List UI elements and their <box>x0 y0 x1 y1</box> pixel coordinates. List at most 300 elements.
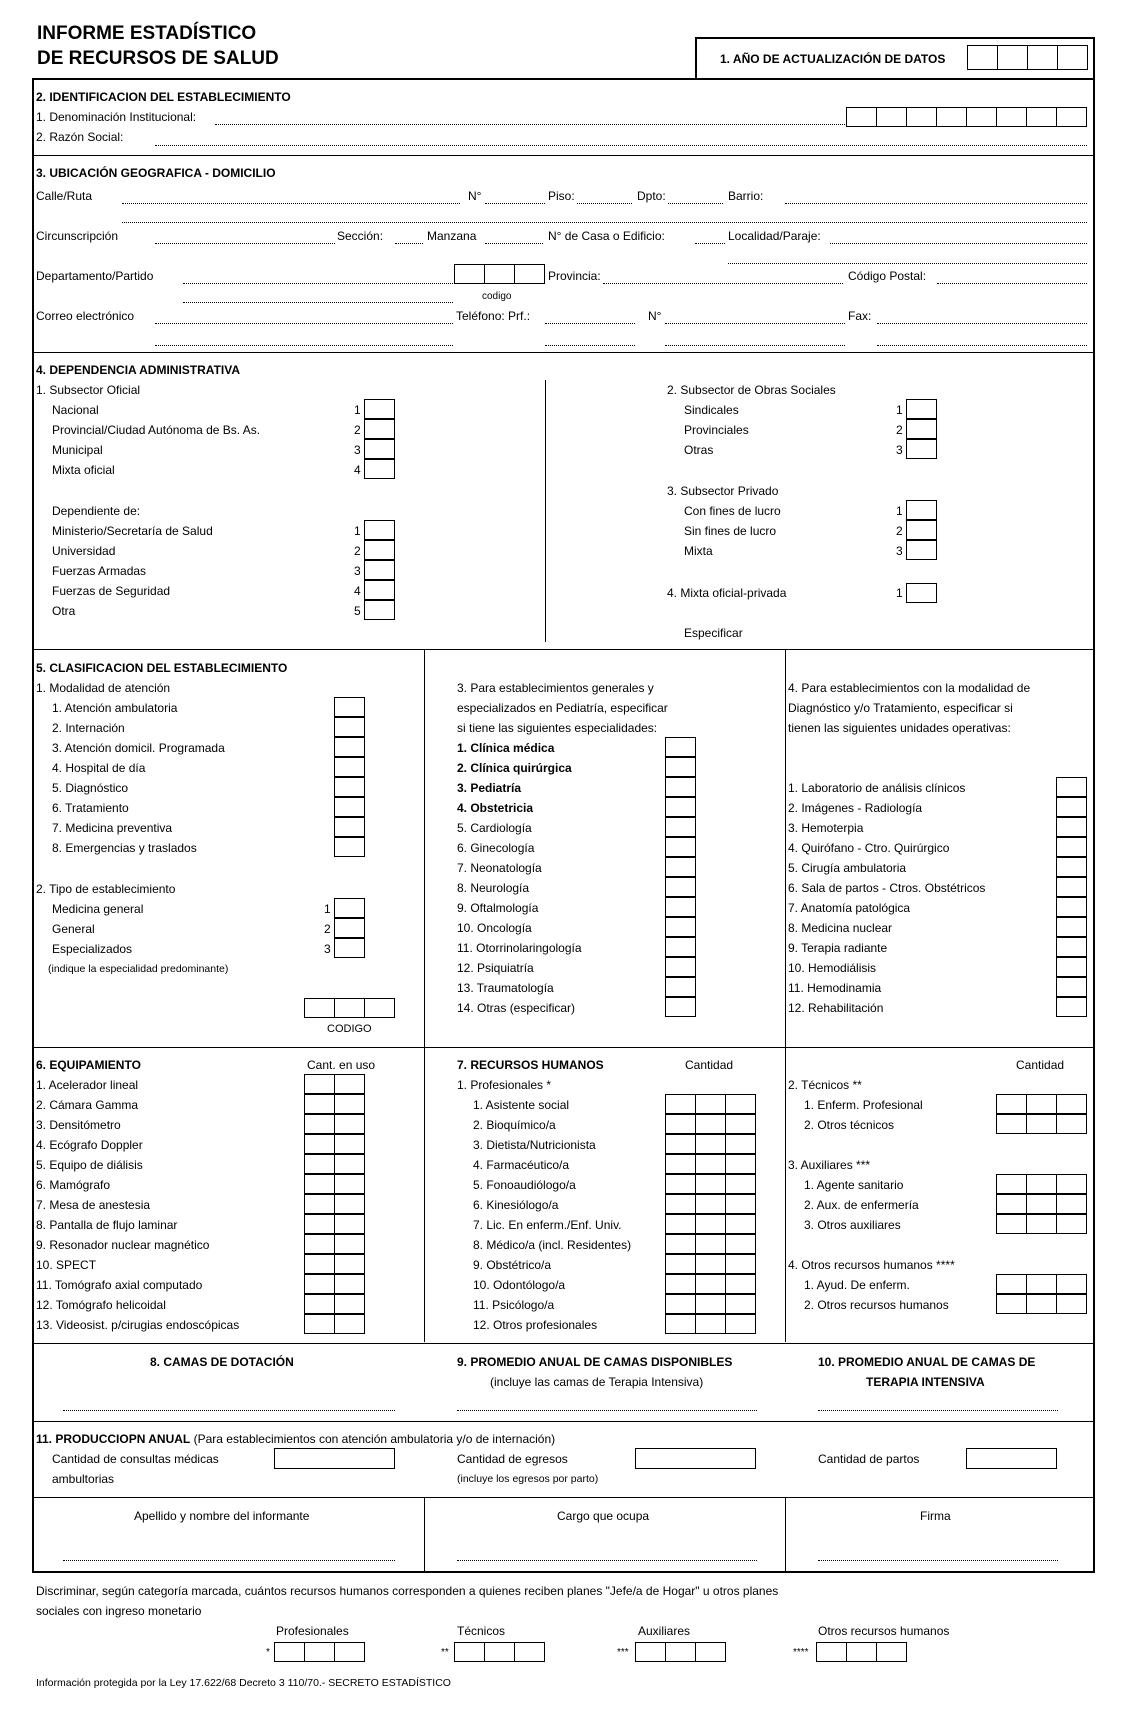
cp-field[interactable] <box>937 283 1087 284</box>
obras-item-num: 1 <box>896 403 903 417</box>
profesional-count-box[interactable] <box>665 1254 696 1274</box>
tel-num-field[interactable] <box>665 323 845 324</box>
equipamiento-count-box[interactable] <box>304 1214 335 1234</box>
denominacion-label: 1. Denominación Institucional: <box>36 110 197 124</box>
manzana-label: Manzana <box>427 229 477 243</box>
especialidad-item-label: 2. Clínica quirúrgica <box>457 761 572 775</box>
consultas-input[interactable] <box>274 1448 395 1469</box>
tecnico-item-label: 2. Otros técnicos <box>804 1118 895 1132</box>
unidad-checkbox[interactable] <box>1056 797 1087 817</box>
footer-category-count-box[interactable] <box>274 1642 305 1662</box>
tecnico-count-box[interactable] <box>1056 1114 1087 1134</box>
profesional-count-box[interactable] <box>725 1254 756 1274</box>
dependiente-item-label: Otra <box>52 604 76 618</box>
s7-title: 7. RECURSOS HUMANOS <box>457 1058 604 1072</box>
especialidad-item-label: 9. Oftalmología <box>457 901 539 915</box>
equipamiento-count-box[interactable] <box>304 1314 335 1334</box>
profesional-item-label: 11. Psicólogo/a <box>473 1298 555 1312</box>
unidad-checkbox[interactable] <box>1056 997 1087 1017</box>
modalidad-checkbox[interactable] <box>334 837 365 857</box>
barrio-field[interactable] <box>785 203 1087 204</box>
especialidad-checkbox[interactable] <box>665 777 696 797</box>
footer-category-label: Otros recursos humanos <box>818 1624 950 1638</box>
profesional-count-box[interactable] <box>725 1174 756 1194</box>
tecnico-count-box[interactable] <box>996 1094 1027 1114</box>
mixta-num: 1 <box>896 586 903 600</box>
profesional-count-box[interactable] <box>665 1314 696 1334</box>
cargo-field[interactable] <box>457 1560 757 1561</box>
unidad-checkbox[interactable] <box>1056 837 1087 857</box>
especialidad-checkbox[interactable] <box>665 937 696 957</box>
dependiente-item-num: 3 <box>354 564 361 578</box>
tel-prf-field-line2[interactable] <box>545 345 635 346</box>
casa-label: N° de Casa o Edificio: <box>548 229 665 243</box>
depto-code-box[interactable] <box>454 264 485 284</box>
privado-checkbox[interactable] <box>906 540 937 560</box>
equipamiento-item-label: 10. SPECT <box>36 1258 97 1272</box>
oficial-checkbox[interactable] <box>364 459 395 479</box>
unidades-intro: Diagnóstico y/o Tratamiento, especificar si <box>788 701 1013 715</box>
footer-category-count-box[interactable] <box>816 1642 847 1662</box>
profesional-count-box[interactable] <box>725 1234 756 1254</box>
denominacion-code-box[interactable] <box>846 107 877 127</box>
especialidad-code-box[interactable] <box>304 998 335 1018</box>
equipamiento-count-box[interactable] <box>304 1174 335 1194</box>
depto-field[interactable] <box>183 283 453 284</box>
profesional-count-box[interactable] <box>725 1314 756 1334</box>
s10-title1: 10. PROMEDIO ANUAL DE CAMAS DE <box>818 1355 1036 1369</box>
dependiente-checkbox[interactable] <box>364 540 395 560</box>
auxiliar-count-box[interactable] <box>1026 1214 1057 1234</box>
unidad-checkbox[interactable] <box>1056 857 1087 877</box>
footer-category-count-box[interactable] <box>484 1642 515 1662</box>
profesional-count-box[interactable] <box>695 1174 726 1194</box>
equipamiento-count-box[interactable] <box>334 1094 365 1114</box>
tipo-label: 2. Tipo de establecimiento <box>36 882 176 896</box>
obras-checkbox[interactable] <box>906 419 937 439</box>
tipo-item-label: Especializados <box>52 942 133 956</box>
s11-title: 11. PRODUCCIOPN ANUAL <box>36 1432 191 1446</box>
equipamiento-count-box[interactable] <box>334 1174 365 1194</box>
unidad-checkbox[interactable] <box>1056 897 1087 917</box>
footer-category-count-box[interactable] <box>846 1642 877 1662</box>
profesional-count-box[interactable] <box>725 1134 756 1154</box>
footer-category-star: **** <box>793 1647 809 1658</box>
privado-item-num: 2 <box>896 524 903 538</box>
modalidad-checkbox[interactable] <box>334 797 365 817</box>
obras-item-label: Otras <box>684 443 714 457</box>
equipamiento-count-box[interactable] <box>304 1274 335 1294</box>
tecnico-count-box[interactable] <box>996 1114 1027 1134</box>
num-label: N° <box>468 189 482 203</box>
unidad-checkbox[interactable] <box>1056 877 1087 897</box>
oficial-checkbox[interactable] <box>364 439 395 459</box>
otros-rrhh-count-box[interactable] <box>996 1274 1027 1294</box>
dependiente-checkbox[interactable] <box>364 580 395 600</box>
footer-category-count-box[interactable] <box>304 1642 335 1662</box>
footer-category-count-box[interactable] <box>635 1642 666 1662</box>
equipamiento-count-box[interactable] <box>304 1294 335 1314</box>
localidad-label: Localidad/Paraje: <box>728 229 821 243</box>
equipamiento-count-box[interactable] <box>334 1294 365 1314</box>
unidad-checkbox[interactable] <box>1056 777 1087 797</box>
piso-field[interactable] <box>577 203 632 204</box>
profesional-item-label: 10. Odontólogo/a <box>473 1278 566 1292</box>
footer-category-count-box[interactable] <box>695 1642 726 1662</box>
profesional-count-box[interactable] <box>695 1274 726 1294</box>
auxiliar-count-box[interactable] <box>996 1174 1027 1194</box>
depto-code-box[interactable] <box>484 264 515 284</box>
profesional-count-box[interactable] <box>665 1214 696 1234</box>
dependiente-item-label: Fuerzas de Seguridad <box>52 584 171 598</box>
profesional-count-box[interactable] <box>725 1114 756 1134</box>
unidad-checkbox[interactable] <box>1056 977 1087 997</box>
auxiliar-count-box[interactable] <box>1026 1174 1057 1194</box>
tel-num-field-line2[interactable] <box>665 345 845 346</box>
dependiente-checkbox[interactable] <box>364 520 395 540</box>
calle-field-line2[interactable] <box>122 222 1087 223</box>
equipamiento-count-box[interactable] <box>334 1254 365 1274</box>
otros-rrhh-count-box[interactable] <box>1056 1294 1087 1314</box>
footer-note-2: sociales con ingreso monetario <box>36 1604 202 1618</box>
s2-title: 2. IDENTIFICACION DEL ESTABLECIMIENTO <box>36 90 291 104</box>
dependiente-item-num: 5 <box>354 604 361 618</box>
calle-label: Calle/Ruta <box>36 189 93 203</box>
informante-label: Apellido y nombre del informante <box>134 1509 310 1523</box>
footer-category-count-box[interactable] <box>334 1642 365 1662</box>
tipo-checkbox[interactable] <box>334 898 365 918</box>
profesional-count-box[interactable] <box>695 1094 726 1114</box>
footer-category-count-box[interactable] <box>876 1642 907 1662</box>
subsector-obras: 2. Subsector de Obras Sociales <box>667 383 836 397</box>
tecnico-count-box[interactable] <box>1026 1114 1057 1134</box>
correo-label: Correo electrónico <box>36 309 135 323</box>
obras-item-num: 2 <box>896 423 903 437</box>
equipamiento-count-box[interactable] <box>304 1114 335 1134</box>
equipamiento-count-box[interactable] <box>334 1114 365 1134</box>
s11-note: (Para establecimientos con atención ambulatoria y/o de internación) <box>193 1432 556 1446</box>
equipamiento-item-label: 7. Mesa de anestesia <box>36 1198 151 1212</box>
profesional-count-box[interactable] <box>695 1194 726 1214</box>
tipo-item-label: General <box>52 922 95 936</box>
profesional-count-box[interactable] <box>665 1194 696 1214</box>
otros-rrhh-count-box[interactable] <box>996 1294 1027 1314</box>
firma-label: Firma <box>920 1509 951 1523</box>
especialidad-code-box[interactable] <box>364 998 395 1018</box>
especialidad-checkbox[interactable] <box>665 897 696 917</box>
equipamiento-count-box[interactable] <box>334 1214 365 1234</box>
profesional-count-box[interactable] <box>695 1314 726 1334</box>
oficial-item-label: Provincial/Ciudad Autónoma de Bs. As. <box>52 423 261 437</box>
unidad-item-label: 6. Sala de partos - Ctros. Obstétricos <box>788 881 986 895</box>
equipamiento-count-box[interactable] <box>334 1314 365 1334</box>
unidad-item-label: 1. Laboratorio de análisis clínicos <box>788 781 966 795</box>
otros-rrhh-label: 4. Otros recursos humanos **** <box>788 1258 955 1272</box>
camas-terapia-field[interactable] <box>818 1410 1058 1411</box>
oficial-checkbox[interactable] <box>364 419 395 439</box>
dpto-field[interactable] <box>668 203 723 204</box>
equipamiento-item-label: 1. Acelerador lineal <box>36 1078 139 1092</box>
mixta-checkbox[interactable] <box>906 583 937 603</box>
tipo-checkbox[interactable] <box>334 938 365 958</box>
profesional-count-box[interactable] <box>695 1254 726 1274</box>
profesional-count-box[interactable] <box>725 1274 756 1294</box>
razon-field[interactable] <box>155 145 1087 146</box>
tel-prf-field[interactable] <box>545 323 635 324</box>
privado-item-num: 3 <box>896 544 903 558</box>
auxiliar-count-box[interactable] <box>996 1194 1027 1214</box>
footer-category-count-box[interactable] <box>665 1642 696 1662</box>
especialidad-item-label: 10. Oncología <box>457 921 532 935</box>
equipamiento-count-box[interactable] <box>334 1234 365 1254</box>
profesional-count-box[interactable] <box>665 1274 696 1294</box>
legal-note: Información protegida por la Ley 17.622/68 Decreto 3 110/70.- SECRETO ESTADÍSTICO <box>36 1677 451 1689</box>
equipamiento-count-box[interactable] <box>304 1234 335 1254</box>
profesional-count-box[interactable] <box>695 1114 726 1134</box>
profesional-item-label: 7. Lic. En enferm./Enf. Univ. <box>473 1218 622 1232</box>
localidad-field[interactable] <box>830 243 1087 244</box>
camas-disponibles-field[interactable] <box>457 1410 757 1411</box>
dependiente-item-num: 2 <box>354 544 361 558</box>
footer-category-star: * <box>266 1647 270 1658</box>
otros-rrhh-count-box[interactable] <box>1056 1274 1087 1294</box>
year-label: 1. AÑO DE ACTUALIZACIÓN DE DATOS <box>720 52 946 66</box>
especialidades-intro: especializados en Pediatría, especificar <box>457 701 668 715</box>
egresos-input[interactable] <box>635 1448 756 1469</box>
equipamiento-count-box[interactable] <box>334 1074 365 1094</box>
profesional-count-box[interactable] <box>695 1214 726 1234</box>
denominacion-field[interactable] <box>215 124 845 125</box>
equipamiento-count-box[interactable] <box>304 1154 335 1174</box>
equipamiento-count-box[interactable] <box>304 1074 335 1094</box>
modalidad-item-label: 6. Tratamiento <box>52 801 129 815</box>
fax-field-line2[interactable] <box>877 345 1087 346</box>
dependiente-checkbox[interactable] <box>364 560 395 580</box>
auxiliar-count-box[interactable] <box>1056 1214 1087 1234</box>
tipo-checkbox[interactable] <box>334 918 365 938</box>
fax-label: Fax: <box>848 309 872 323</box>
especialidad-checkbox[interactable] <box>665 977 696 997</box>
unidad-checkbox[interactable] <box>1056 937 1087 957</box>
especialidad-item-label: 11. Otorrinolaringología <box>457 941 582 955</box>
cant-en-uso: Cant. en uso <box>307 1058 376 1072</box>
especialidad-code-box[interactable] <box>334 998 365 1018</box>
modalidad-checkbox[interactable] <box>334 777 365 797</box>
unidades-intro: 4. Para establecimientos con la modalidad de <box>788 681 1031 695</box>
seccion-field[interactable] <box>395 243 423 244</box>
profesional-count-box[interactable] <box>665 1134 696 1154</box>
profesional-item-label: 4. Farmacéutico/a <box>473 1158 570 1172</box>
equipamiento-count-box[interactable] <box>334 1274 365 1294</box>
cargo-label: Cargo que ocupa <box>557 1509 650 1523</box>
especialidad-checkbox[interactable] <box>665 817 696 837</box>
especialidad-checkbox[interactable] <box>665 957 696 977</box>
otros-rrhh-item-label: 1. Ayud. De enferm. <box>804 1278 910 1292</box>
especialidades-intro: si tiene las siguientes especialidades: <box>457 721 658 735</box>
privado-checkbox[interactable] <box>906 520 937 540</box>
firma-field[interactable] <box>818 1560 1058 1561</box>
correo-field[interactable] <box>155 323 453 324</box>
unidad-item-label: 7. Anatomía patológica <box>788 901 911 915</box>
dependiente-checkbox[interactable] <box>364 600 395 620</box>
especialidad-checkbox[interactable] <box>665 797 696 817</box>
equipamiento-item-label: 8. Pantalla de flujo laminar <box>36 1218 178 1232</box>
profesional-item-label: 12. Otros profesionales <box>473 1318 598 1332</box>
equipamiento-item-label: 2. Cámara Gamma <box>36 1098 139 1112</box>
otros-rrhh-count-box[interactable] <box>1026 1274 1057 1294</box>
especialidad-checkbox[interactable] <box>665 837 696 857</box>
equipamiento-count-box[interactable] <box>334 1134 365 1154</box>
circ-field[interactable] <box>155 243 335 244</box>
oficial-checkbox[interactable] <box>364 399 395 419</box>
unidad-checkbox[interactable] <box>1056 917 1087 937</box>
especialidad-checkbox[interactable] <box>665 917 696 937</box>
dependiente-item-label: Ministerio/Secretaría de Salud <box>52 524 213 538</box>
codigo-caption: codigo <box>482 291 512 302</box>
unidad-item-label: 3. Hemoterpia <box>788 821 864 835</box>
equipamiento-item-label: 11. Tomógrafo axial computado <box>36 1278 203 1292</box>
especialidad-checkbox[interactable] <box>665 997 696 1017</box>
equipamiento-item-label: 3. Densitómetro <box>36 1118 121 1132</box>
dependiente-item-num: 4 <box>354 584 361 598</box>
especialidad-checkbox[interactable] <box>665 877 696 897</box>
equipamiento-item-label: 12. Tomógrafo helicoidal <box>36 1298 166 1312</box>
circ-label: Circunscripción <box>36 229 119 243</box>
auxiliares-label: 3. Auxiliares *** <box>788 1158 871 1172</box>
profesional-item-label: 3. Dietista/Nutricionista <box>473 1138 596 1152</box>
profesional-count-box[interactable] <box>665 1294 696 1314</box>
num-field[interactable] <box>485 203 545 204</box>
s10-title2: TERAPIA INTENSIVA <box>866 1375 985 1389</box>
provincia-label: Provincia: <box>548 269 601 283</box>
equipamiento-count-box[interactable] <box>304 1094 335 1114</box>
camas-dotacion-field[interactable] <box>63 1410 395 1411</box>
partos-input[interactable] <box>966 1448 1057 1469</box>
correo-field-line2[interactable] <box>155 345 453 346</box>
footer-category-count-box[interactable] <box>454 1642 485 1662</box>
auxiliar-count-box[interactable] <box>996 1214 1027 1234</box>
profesional-item-label: 5. Fonoaudiólogo/a <box>473 1178 576 1192</box>
otros-rrhh-count-box[interactable] <box>1026 1294 1057 1314</box>
modalidad-checkbox[interactable] <box>334 697 365 717</box>
informante-field[interactable] <box>63 1560 395 1561</box>
year-digit-box[interactable] <box>1057 45 1088 70</box>
provincia-field[interactable] <box>603 283 843 284</box>
especialidad-checkbox[interactable] <box>665 757 696 777</box>
privado-checkbox[interactable] <box>906 500 937 520</box>
modalidad-checkbox[interactable] <box>334 757 365 777</box>
denominacion-code-box[interactable] <box>876 107 907 127</box>
tel-num-label: N° <box>648 309 662 323</box>
year-digit-box[interactable] <box>967 45 998 70</box>
profesional-count-box[interactable] <box>725 1294 756 1314</box>
profesional-count-box[interactable] <box>665 1174 696 1194</box>
obras-checkbox[interactable] <box>906 439 937 459</box>
profesional-count-box[interactable] <box>725 1154 756 1174</box>
modalidad-checkbox[interactable] <box>334 737 365 757</box>
localidad-field-line2[interactable] <box>728 263 1087 264</box>
profesional-count-box[interactable] <box>725 1094 756 1114</box>
modalidad-checkbox[interactable] <box>334 817 365 837</box>
footer-category-count-box[interactable] <box>514 1642 545 1662</box>
tecnico-item-label: 1. Enferm. Profesional <box>804 1098 923 1112</box>
equipamiento-count-box[interactable] <box>334 1154 365 1174</box>
profesional-count-box[interactable] <box>665 1114 696 1134</box>
manzana-field[interactable] <box>485 243 543 244</box>
profesional-count-box[interactable] <box>695 1234 726 1254</box>
profesional-count-box[interactable] <box>665 1154 696 1174</box>
denominacion-code-box[interactable] <box>906 107 937 127</box>
obras-checkbox[interactable] <box>906 399 937 419</box>
footer-category-star: *** <box>617 1647 629 1658</box>
especialidad-checkbox[interactable] <box>665 857 696 877</box>
equipamiento-count-box[interactable] <box>304 1134 335 1154</box>
year-digit-box[interactable] <box>997 45 1028 70</box>
depto-code-box[interactable] <box>514 264 545 284</box>
unidad-checkbox[interactable] <box>1056 957 1087 977</box>
auxiliar-count-box[interactable] <box>1056 1194 1087 1214</box>
tecnico-count-box[interactable] <box>1056 1094 1087 1114</box>
casa-field[interactable] <box>695 243 725 244</box>
profesional-count-box[interactable] <box>695 1154 726 1174</box>
equipamiento-count-box[interactable] <box>334 1194 365 1214</box>
tipo-item-label: Medicina general <box>52 902 144 916</box>
modalidad-item-label: 7. Medicina preventiva <box>52 821 173 835</box>
modalidad-label: 1. Modalidad de atención <box>36 681 171 695</box>
tecnico-count-box[interactable] <box>1026 1094 1057 1114</box>
especialidad-item-label: 1. Clínica médica <box>457 741 555 755</box>
denominacion-code-box[interactable] <box>1056 107 1087 127</box>
profesional-count-box[interactable] <box>665 1234 696 1254</box>
denominacion-code-box[interactable] <box>996 107 1027 127</box>
obras-item-label: Provinciales <box>684 423 749 437</box>
depto-field-line2[interactable] <box>183 302 453 303</box>
equipamiento-count-box[interactable] <box>304 1194 335 1214</box>
dependiente-item-label: Fuerzas Armadas <box>52 564 147 578</box>
s6-title: 6. EQUIPAMIENTO <box>36 1058 141 1072</box>
profesional-count-box[interactable] <box>725 1214 756 1234</box>
consultas-label: Cantidad de consultas médicas <box>52 1452 219 1466</box>
partos-label: Cantidad de partos <box>818 1452 920 1466</box>
auxiliar-count-box[interactable] <box>1026 1194 1057 1214</box>
denominacion-code-box[interactable] <box>936 107 967 127</box>
unidad-item-label: 11. Hemodinamia <box>788 981 882 995</box>
profesional-count-box[interactable] <box>695 1294 726 1314</box>
footer-category-label: Profesionales <box>276 1624 349 1638</box>
calle-field[interactable] <box>122 203 460 204</box>
denominacion-code-box[interactable] <box>1026 107 1057 127</box>
profesional-count-box[interactable] <box>695 1134 726 1154</box>
profesional-count-box[interactable] <box>725 1194 756 1214</box>
privado-item-label: Sin fines de lucro <box>684 524 777 538</box>
equipamiento-count-box[interactable] <box>304 1254 335 1274</box>
footer-category-star: ** <box>441 1647 449 1658</box>
fax-field[interactable] <box>877 323 1087 324</box>
seccion-label: Sección: <box>337 229 384 243</box>
denominacion-code-box[interactable] <box>966 107 997 127</box>
cantidad-header-2: Cantidad <box>1016 1058 1065 1072</box>
year-digit-box[interactable] <box>1027 45 1058 70</box>
especialidad-checkbox[interactable] <box>665 737 696 757</box>
especialidad-item-label: 3. Pediatría <box>457 781 522 795</box>
razon-label: 2. Razón Social: <box>36 130 124 144</box>
auxiliar-count-box[interactable] <box>1056 1174 1087 1194</box>
auxiliar-item-label: 3. Otros auxiliares <box>804 1218 901 1232</box>
modalidad-checkbox[interactable] <box>334 717 365 737</box>
modalidad-item-label: 4. Hospital de día <box>52 761 146 775</box>
unidad-checkbox[interactable] <box>1056 817 1087 837</box>
profesional-count-box[interactable] <box>665 1094 696 1114</box>
